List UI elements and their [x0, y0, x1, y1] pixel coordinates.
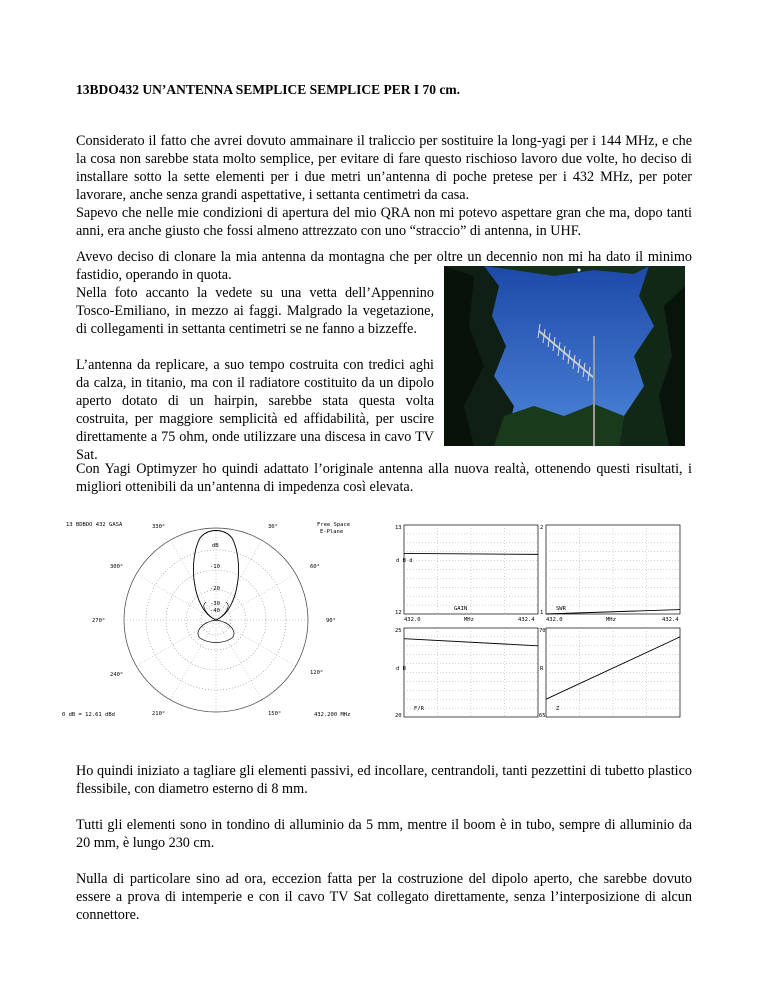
polar-angle-30: 30°: [268, 524, 278, 530]
swr-top: 2: [540, 525, 544, 531]
polar-angle-210: 210°: [152, 711, 166, 717]
polar-ring-20: -20: [210, 586, 220, 592]
polar-footer-left: 0 dB = 12.61 dBd: [62, 712, 115, 718]
polar-header-left: 13 BDBDO 432 GASA: [66, 522, 123, 528]
freq-start-1: 432.0: [404, 617, 421, 623]
polar-angle-150: 150°: [268, 711, 282, 717]
sweep-plots: [394, 520, 700, 720]
paragraph-5: Ho quindi iniziato a tagliare gli elementi passivi, ed incollare, centrandoli, tanti pezzettini di tubetto plastico flessibile, con diametro esterno di 8 mm.: [76, 763, 692, 797]
polar-angle-270: 270°: [92, 618, 106, 624]
swr-bottom: 1: [540, 610, 544, 616]
z-axis: R: [540, 666, 544, 672]
polar-plot: [62, 520, 380, 720]
z-label: Z: [556, 706, 560, 712]
z-bottom: 65: [539, 713, 546, 719]
polar-angle-90: 90°: [326, 618, 336, 624]
polar-db-label: dB: [212, 543, 219, 549]
polar-angle-240: 240°: [110, 672, 124, 678]
polar-angle-300: 300°: [110, 564, 124, 570]
paragraph-6: Tutti gli elementi sono in tondino di alluminio da 5 mm, mentre il boom è in tubo, sempre di alluminio da 20 mm, è lungo 230 cm.: [76, 817, 692, 851]
gain-curve: [404, 553, 538, 554]
fr-top: 25: [395, 628, 402, 634]
paragraph-3b: Nella foto accanto la vedete su una vetta dell’Appennino Tosco-Emiliano, in mezzo ai faggi. Malgrado la vegetazione, di collegamenti in settanta centimetri se ne fanno a bizzeffe.: [76, 285, 434, 337]
polar-header-right2: E-Plane: [320, 529, 344, 535]
swr-curve: [546, 610, 680, 614]
polar-angle-330: 330°: [152, 524, 166, 530]
polar-ring-30: -30: [210, 601, 220, 607]
fr-axis: d B: [396, 666, 406, 672]
z-top: 70: [539, 628, 546, 634]
polar-header-right1: Free Space: [317, 522, 351, 528]
freq-mid-2: MHz: [606, 617, 616, 623]
document-title: 13BDO432 UN’ANTENNA SEMPLICE SEMPLICE PER I 70 cm.: [76, 82, 461, 97]
freq-mid-1: MHz: [464, 617, 474, 623]
gain-bottom: 12: [395, 610, 402, 616]
fr-bottom: 20: [395, 713, 402, 719]
freq-start-2: 432.0: [546, 617, 563, 623]
paragraph-2: Sapevo che nelle mie condizioni di apertura del mio QRA non mi potevo aspettare gran che ma, dopo tanti anni, era anche giusto che fossi almeno attrezzato con uno “straccio” di antenna, in UHF.: [76, 205, 692, 239]
fr-curve: [404, 639, 538, 646]
polar-ring-40: -40: [210, 608, 220, 614]
fr-label: F/R: [414, 706, 424, 712]
gain-axis: d B d: [396, 558, 413, 564]
polar-ring-10: -10: [210, 564, 220, 570]
polar-footer-right: 432.200 MHz: [314, 712, 351, 718]
gain-top: 13: [395, 525, 402, 531]
paragraph-4: Con Yagi Optimyzer ho quindi adattato l’originale antenna alla nuova realtà, ottenendo questi risultati, i migliori ottenibili da un’antenna di impedenza così elevata.: [76, 461, 692, 495]
paragraph-3a: Avevo deciso di clonare la mia antenna da montagna che per oltre un decennio non mi ha dato il minimo fastidio, operando in quota.: [76, 249, 692, 283]
paragraph-3c: L’antenna da replicare, a suo tempo costruita con tredici aghi da calza, in titanio, ma con il radiatore costituito da un dipolo aperto dotato di un hairpin, sarebbe stata questa volta costruita, per maggiore semplicità ed affidabilità, per uscire direttamente a 75 ohm, onde utilizzare una discesa in cavo TV Sat.: [76, 357, 434, 463]
paragraph-7: Nulla di particolare sino ad ora, eccezion fatta per la costruzione del dipolo aperto, che sarebbe dovuto essere a prova di intemperie e con il cavo TV Sat collegato direttamente, senza l’interposizione di alcun connettore.: [76, 871, 692, 923]
freq-end-2: 432.4: [662, 617, 679, 623]
polar-angle-120: 120°: [310, 670, 324, 676]
antenna-photo: [444, 266, 685, 446]
freq-end-1: 432.4: [518, 617, 535, 623]
polar-angle-60: 60°: [310, 564, 320, 570]
gain-label: GAIN: [454, 606, 468, 612]
swr-label: SWR: [556, 606, 566, 612]
paragraph-1: Considerato il fatto che avrei dovuto ammainare il traliccio per sostituire la long-yagi per i 144 MHz, e che la cosa non sarebbe stata molto semplice, per evitare di fare questo rischioso lavoro due volte, ho deciso di installare sotto la sette elementi per i due metri un’antenna di poche pretese per i 432 MHz, per poter lavorare, anche senza grandi aspettative, i settanta centimetri da casa.: [76, 133, 692, 203]
